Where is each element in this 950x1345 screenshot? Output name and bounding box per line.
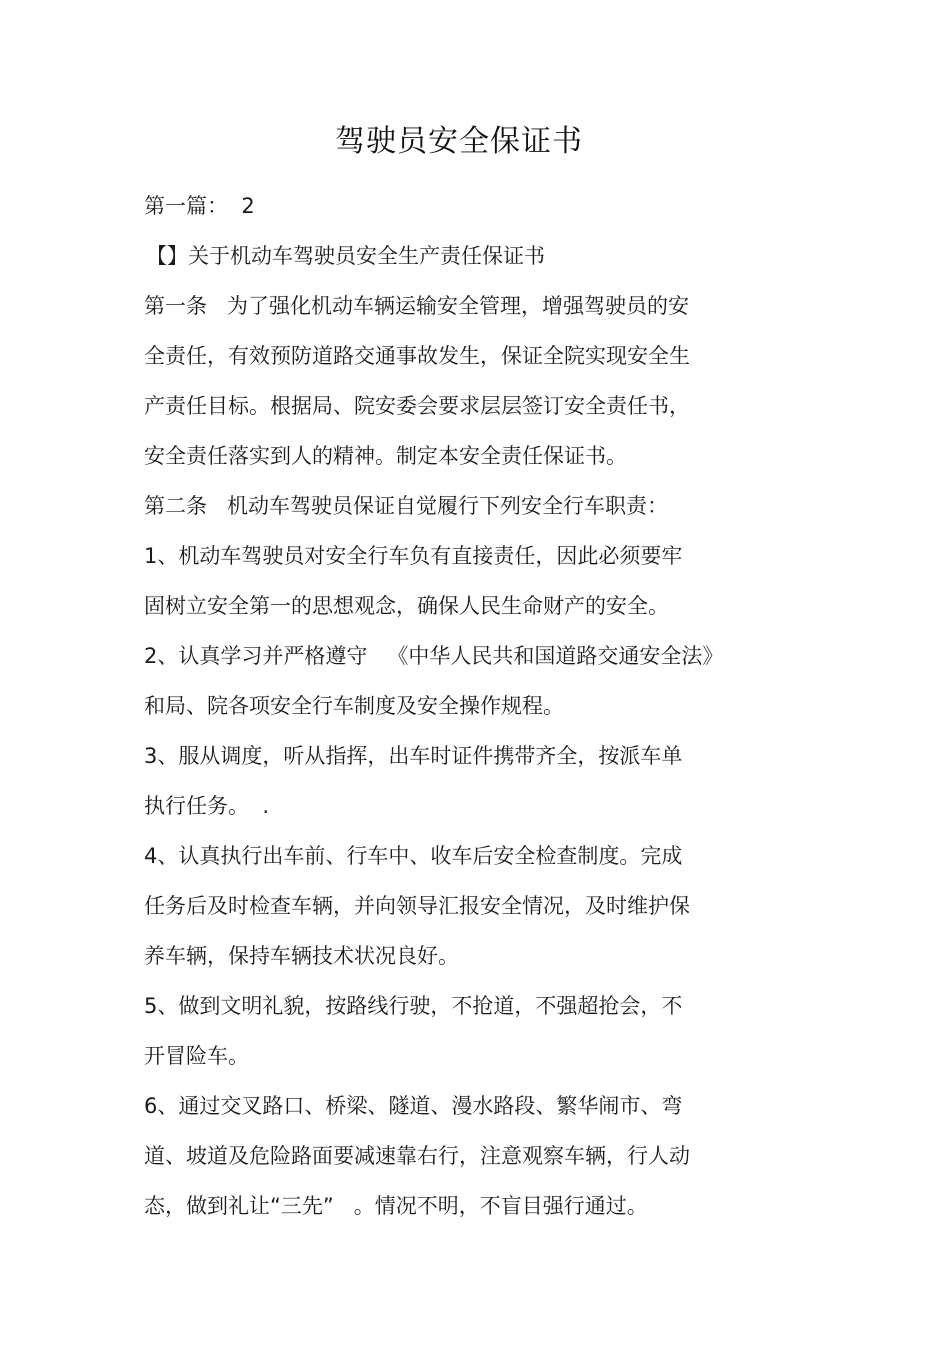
text-line: 和局、院各项安全行车制度及安全操作规程。 [144, 694, 564, 718]
text-line: 产责任目标。根据局、院安委会要求层层签订安全责任书， [144, 394, 690, 418]
text-line: 开冒险车。 [144, 1044, 249, 1068]
document-title: 驾驶员安全保证书 [335, 124, 583, 159]
text-line: 执行任务。 . [144, 794, 270, 818]
text-line: 态，做到礼让“三先” 。情况不明，不盲目强行通过。 [144, 1194, 648, 1218]
text-line: 道、坡道及危险路面要减速靠右行，注意观察车辆，行人动 [144, 1144, 690, 1168]
text-line: 2、认真学习并严格遵守 《中华人民共和国道路交通安全法》 [144, 644, 724, 668]
text-line: 4、认真执行出车前、行车中、收车后安全检查制度。完成 [144, 844, 683, 868]
text-line: 第二条 机动车驾驶员保证自觉履行下列安全行车职责： [144, 494, 669, 518]
text-line: 任务后及时检查车辆，并向领导汇报安全情况，及时维护保 [144, 894, 690, 918]
text-line: 第一篇： 2 [144, 194, 255, 218]
text-line: 安全责任落实到人的精神。制定本安全责任保证书。 [144, 444, 627, 468]
text-line: 1、机动车驾驶员对安全行车负有直接责任，因此必须要牢 [144, 544, 683, 568]
text-line: 6、通过交叉路口、桥梁、隧道、漫水路段、繁华闹市、弯 [144, 1094, 683, 1118]
text-line: 【】关于机动车驾驶员安全生产责任保证书 [146, 244, 545, 268]
text-line: 第一条 为了强化机动车辆运输安全管理，增强驾驶员的安 [144, 294, 690, 318]
text-line: 养车辆，保持车辆技术状况良好。 [144, 944, 459, 968]
text-line: 5、做到文明礼貌，按路线行驶，不抢道，不强超抢会，不 [144, 994, 683, 1018]
text-line: 固树立安全第一的思想观念，确保人民生命财产的安全。 [144, 594, 669, 618]
text-line: 全责任，有效预防道路交通事故发生，保证全院实现安全生 [144, 344, 690, 368]
text-line: 3、服从调度，听从指挥，出车时证件携带齐全，按派车单 [144, 744, 683, 768]
